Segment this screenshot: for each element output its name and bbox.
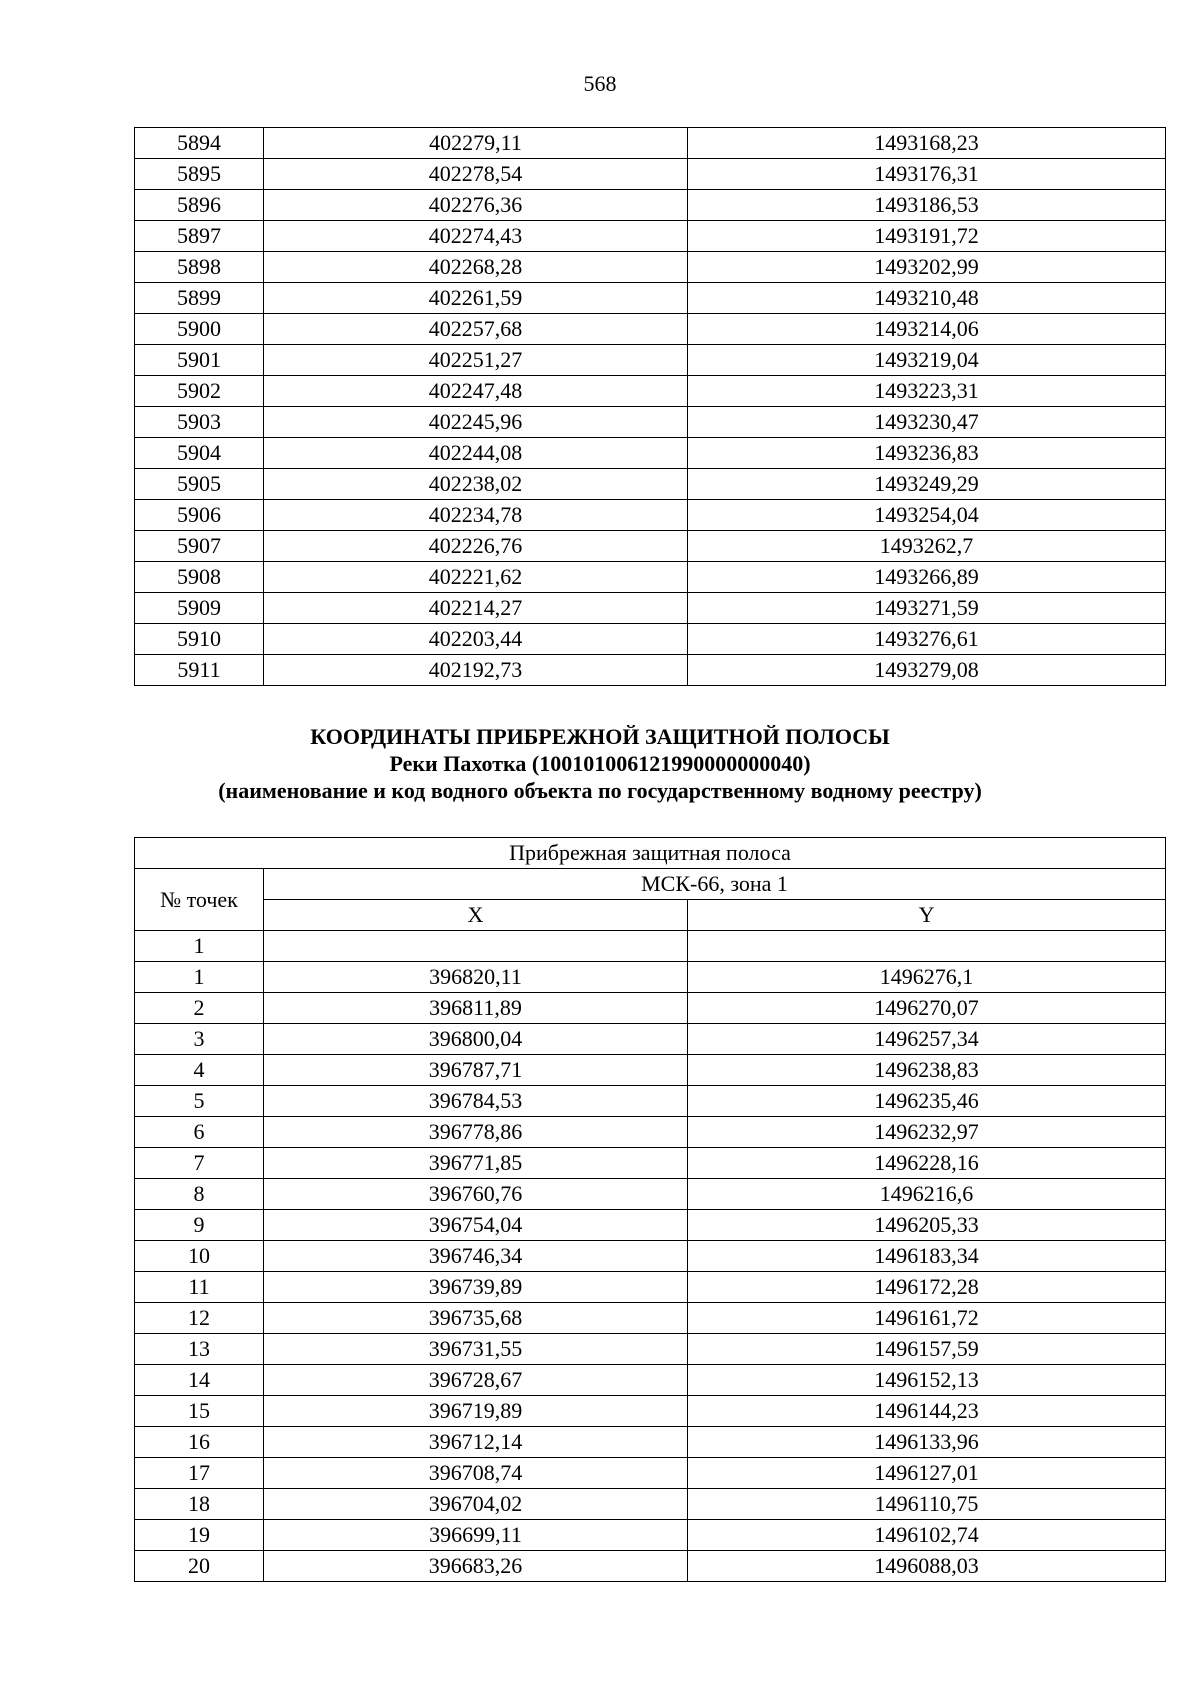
table-row bbox=[135, 159, 1166, 190]
cell-y: 1493236,83 bbox=[688, 438, 1166, 469]
cell-point-number: 7 bbox=[135, 1148, 264, 1179]
cell-y: 1496144,23 bbox=[688, 1396, 1166, 1427]
cell-x: 396784,53 bbox=[264, 1086, 688, 1117]
cell-point-number: 5909 bbox=[135, 593, 264, 624]
cell-x: 396704,02 bbox=[264, 1489, 688, 1520]
cell-point-number: 1 bbox=[135, 962, 264, 993]
cell-y: 1493262,7 bbox=[688, 531, 1166, 562]
cell-y: 1496152,13 bbox=[688, 1365, 1166, 1396]
cell-x: 402226,76 bbox=[264, 531, 688, 562]
cell-point-number: 19 bbox=[135, 1520, 264, 1551]
cell-point-number: 9 bbox=[135, 1210, 264, 1241]
cell-point-number: 15 bbox=[135, 1396, 264, 1427]
table-row bbox=[135, 190, 1166, 221]
cell-point-number: 12 bbox=[135, 1303, 264, 1334]
cell-y: 1496157,59 bbox=[688, 1334, 1166, 1365]
table-row bbox=[135, 1489, 1166, 1520]
continuation-coordinates-table bbox=[134, 127, 1166, 686]
cell-y: 1493223,31 bbox=[688, 376, 1166, 407]
cell-point-number: 20 bbox=[135, 1551, 264, 1582]
cell-y: 1493266,89 bbox=[688, 562, 1166, 593]
table-row bbox=[135, 252, 1166, 283]
cell-x: 396800,04 bbox=[264, 1024, 688, 1055]
table-row bbox=[135, 1086, 1166, 1117]
cell-y: 1493168,23 bbox=[688, 128, 1166, 159]
cell-y: 1496110,75 bbox=[688, 1489, 1166, 1520]
table-row bbox=[135, 1303, 1166, 1334]
cell-point-number: 5908 bbox=[135, 562, 264, 593]
cell-x: 402203,44 bbox=[264, 624, 688, 655]
table-header-row bbox=[135, 838, 1166, 869]
cell-y: 1493254,04 bbox=[688, 500, 1166, 531]
cell-x: 402238,02 bbox=[264, 469, 688, 500]
cell-x: 402221,62 bbox=[264, 562, 688, 593]
table-row bbox=[135, 376, 1166, 407]
table-row bbox=[135, 1024, 1166, 1055]
cell-point-number: 5905 bbox=[135, 469, 264, 500]
cell-x: 396771,85 bbox=[264, 1148, 688, 1179]
x-column-header: X bbox=[264, 900, 688, 931]
table-row bbox=[135, 531, 1166, 562]
cell-point-number: 5902 bbox=[135, 376, 264, 407]
table-header-row bbox=[135, 900, 1166, 931]
cell-point-number: 18 bbox=[135, 1489, 264, 1520]
cell-y: 1493210,48 bbox=[688, 283, 1166, 314]
points-column-header: № точек bbox=[135, 869, 264, 931]
cell-x: 402234,78 bbox=[264, 500, 688, 531]
cell-x: 396811,89 bbox=[264, 993, 688, 1024]
heading-river-name: Реки Пахотка (100101006121990000000040) bbox=[389, 751, 811, 776]
cell-point-number: 3 bbox=[135, 1024, 264, 1055]
table-row bbox=[135, 128, 1166, 159]
cell-y: 1493230,47 bbox=[688, 407, 1166, 438]
cell-x: 396739,89 bbox=[264, 1272, 688, 1303]
cell-x: 402261,59 bbox=[264, 283, 688, 314]
table-row bbox=[135, 593, 1166, 624]
cell-x: 402276,36 bbox=[264, 190, 688, 221]
cell-y: 1496172,28 bbox=[688, 1272, 1166, 1303]
cell-y: 1493202,99 bbox=[688, 252, 1166, 283]
cell-y: 1496232,97 bbox=[688, 1117, 1166, 1148]
cell-x: 402251,27 bbox=[264, 345, 688, 376]
table-row bbox=[135, 562, 1166, 593]
cell-x: 396754,04 bbox=[264, 1210, 688, 1241]
cell-y: 1496102,74 bbox=[688, 1520, 1166, 1551]
coastal-table-header bbox=[135, 838, 1166, 931]
cell-point-number: 5901 bbox=[135, 345, 264, 376]
table-row bbox=[135, 1334, 1166, 1365]
cell-x: 396731,55 bbox=[264, 1334, 688, 1365]
coordinate-system-header: МСК-66, зона 1 bbox=[264, 869, 1166, 900]
cell-point-number: 5900 bbox=[135, 314, 264, 345]
table-row bbox=[135, 1551, 1166, 1582]
cell-point-number: 5907 bbox=[135, 531, 264, 562]
cell-y: 1496161,72 bbox=[688, 1303, 1166, 1334]
cell-x: 402257,68 bbox=[264, 314, 688, 345]
cell-y: 1493271,59 bbox=[688, 593, 1166, 624]
cell-point-number: 2 bbox=[135, 993, 264, 1024]
coastal-table-title: Прибрежная защитная полоса bbox=[135, 838, 1166, 869]
cell-point-number: 5904 bbox=[135, 438, 264, 469]
cell-point-number: 5897 bbox=[135, 221, 264, 252]
cell-x: 402274,43 bbox=[264, 221, 688, 252]
cell-x: 402245,96 bbox=[264, 407, 688, 438]
cell-x: 396787,71 bbox=[264, 1055, 688, 1086]
cell-y: 1496276,1 bbox=[688, 962, 1166, 993]
table-row bbox=[135, 655, 1166, 686]
table-row bbox=[135, 1148, 1166, 1179]
table-row bbox=[135, 438, 1166, 469]
table-row bbox=[135, 1458, 1166, 1489]
cell-point-number: 5911 bbox=[135, 655, 264, 686]
cell-point-number: 5898 bbox=[135, 252, 264, 283]
cell-y: 1496205,33 bbox=[688, 1210, 1166, 1241]
table-row bbox=[135, 314, 1166, 345]
cell-y: 1493279,08 bbox=[688, 655, 1166, 686]
cell-point-number: 6 bbox=[135, 1117, 264, 1148]
section-row bbox=[135, 931, 1166, 962]
table-row bbox=[135, 345, 1166, 376]
cell-point-number: 5896 bbox=[135, 190, 264, 221]
cell-y: 1493186,53 bbox=[688, 190, 1166, 221]
cell-x: 402268,28 bbox=[264, 252, 688, 283]
cell-point-number: 5 bbox=[135, 1086, 264, 1117]
cell-point-number: 10 bbox=[135, 1241, 264, 1272]
cell-x: 396735,68 bbox=[264, 1303, 688, 1334]
cell-y: 1493249,29 bbox=[688, 469, 1166, 500]
table-row bbox=[135, 1117, 1166, 1148]
cell-point-number: 5903 bbox=[135, 407, 264, 438]
table-row bbox=[135, 500, 1166, 531]
coastal-table-body bbox=[135, 931, 1166, 1582]
cell-point-number: 16 bbox=[135, 1427, 264, 1458]
cell-y: 1496133,96 bbox=[688, 1427, 1166, 1458]
cell-y: 1493276,61 bbox=[688, 624, 1166, 655]
cell-x: 396683,26 bbox=[264, 1551, 688, 1582]
cell-point-number: 5894 bbox=[135, 128, 264, 159]
cell-y: 1493176,31 bbox=[688, 159, 1166, 190]
table-row bbox=[135, 1210, 1166, 1241]
cell-point-number: 13 bbox=[135, 1334, 264, 1365]
table-row bbox=[135, 1179, 1166, 1210]
cell-x: 396712,14 bbox=[264, 1427, 688, 1458]
table-row bbox=[135, 962, 1166, 993]
cell-y: 1496088,03 bbox=[688, 1551, 1166, 1582]
cell-x: 396778,86 bbox=[264, 1117, 688, 1148]
cell-x: 402279,11 bbox=[264, 128, 688, 159]
table-row bbox=[135, 469, 1166, 500]
cell-x: 402278,54 bbox=[264, 159, 688, 190]
cell-x: 396746,34 bbox=[264, 1241, 688, 1272]
page-number: 568 bbox=[583, 71, 617, 96]
cell-y: 1496238,83 bbox=[688, 1055, 1166, 1086]
section-heading bbox=[0, 723, 1200, 804]
continuation-table-body bbox=[135, 128, 1166, 686]
cell-y: 1496235,46 bbox=[688, 1086, 1166, 1117]
cell-point-number: 5899 bbox=[135, 283, 264, 314]
cell-x: 396699,11 bbox=[264, 1520, 688, 1551]
heading-caption: (наименование и код водного объекта по государственному водному реестру) bbox=[218, 778, 982, 803]
cell-y: 1496228,16 bbox=[688, 1148, 1166, 1179]
cell-x: 402214,27 bbox=[264, 593, 688, 624]
heading-title: КООРДИНАТЫ ПРИБРЕЖНОЙ ЗАЩИТНОЙ ПОЛОСЫ bbox=[310, 724, 890, 749]
cell-y: 1493214,06 bbox=[688, 314, 1166, 345]
cell-x: 402244,08 bbox=[264, 438, 688, 469]
cell-x: 402247,48 bbox=[264, 376, 688, 407]
cell-y: 1496127,01 bbox=[688, 1458, 1166, 1489]
cell-point-number: 14 bbox=[135, 1365, 264, 1396]
cell-y: 1496183,34 bbox=[688, 1241, 1166, 1272]
y-column-header: Y bbox=[688, 900, 1166, 931]
cell-y: 1493219,04 bbox=[688, 345, 1166, 376]
cell-y bbox=[688, 931, 1166, 962]
cell-point-number: 1 bbox=[135, 931, 264, 962]
table-row bbox=[135, 1520, 1166, 1551]
table-row bbox=[135, 1055, 1166, 1086]
table-row bbox=[135, 1365, 1166, 1396]
table-header-row bbox=[135, 869, 1166, 900]
cell-point-number: 8 bbox=[135, 1179, 264, 1210]
cell-point-number: 5906 bbox=[135, 500, 264, 531]
table-row bbox=[135, 221, 1166, 252]
cell-x: 396760,76 bbox=[264, 1179, 688, 1210]
cell-x: 396719,89 bbox=[264, 1396, 688, 1427]
cell-y: 1496257,34 bbox=[688, 1024, 1166, 1055]
cell-x: 396728,67 bbox=[264, 1365, 688, 1396]
table-row bbox=[135, 624, 1166, 655]
table-row bbox=[135, 1272, 1166, 1303]
table-row bbox=[135, 407, 1166, 438]
table-row bbox=[135, 1241, 1166, 1272]
cell-point-number: 5910 bbox=[135, 624, 264, 655]
cell-x: 402192,73 bbox=[264, 655, 688, 686]
cell-x: 396820,11 bbox=[264, 962, 688, 993]
table-row bbox=[135, 283, 1166, 314]
cell-y: 1493191,72 bbox=[688, 221, 1166, 252]
cell-point-number: 17 bbox=[135, 1458, 264, 1489]
cell-y: 1496270,07 bbox=[688, 993, 1166, 1024]
cell-y: 1496216,6 bbox=[688, 1179, 1166, 1210]
coastal-strip-coordinates-table bbox=[134, 837, 1166, 1582]
table-row bbox=[135, 1396, 1166, 1427]
cell-x bbox=[264, 931, 688, 962]
table-row bbox=[135, 993, 1166, 1024]
cell-x: 396708,74 bbox=[264, 1458, 688, 1489]
cell-point-number: 11 bbox=[135, 1272, 264, 1303]
table-row bbox=[135, 1427, 1166, 1458]
cell-point-number: 4 bbox=[135, 1055, 264, 1086]
cell-point-number: 5895 bbox=[135, 159, 264, 190]
